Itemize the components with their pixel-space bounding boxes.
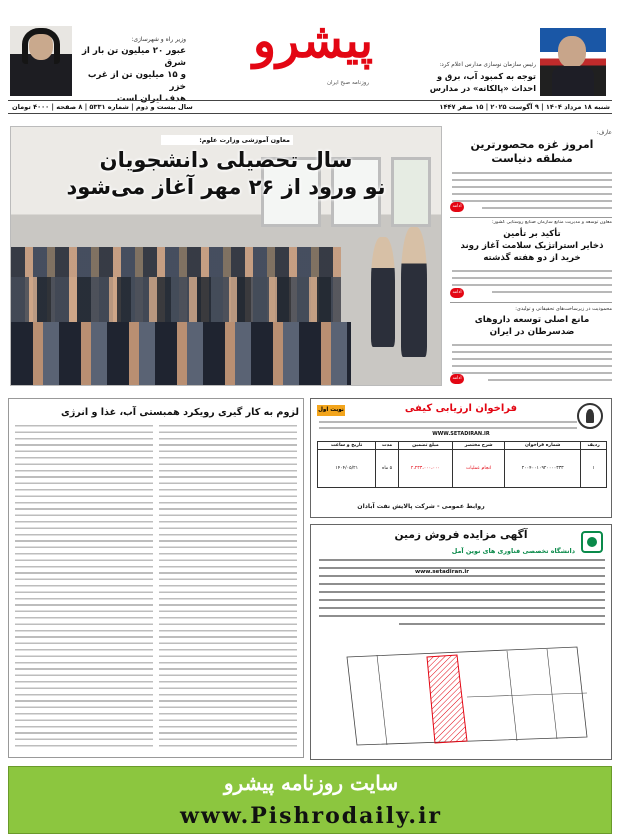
main-story-kicker: معاون آموزشی وزارت علوم: xyxy=(161,135,293,145)
tender-ad-website[interactable]: WWW.SETADIRAN.IR xyxy=(432,431,490,437)
university-logo xyxy=(581,531,603,553)
tender-header-guarantee: مبلغ تضمین xyxy=(398,442,452,450)
sidebar-item-3-kicker: محمودیت در زیرساخت‌های تحقیقاتی و تولیدی: xyxy=(515,306,612,312)
top-left-headline-line-2: و ۱۵ میلیون تن از غرب خزر xyxy=(87,70,186,92)
tender-ad-company: روابط عمومی - شرکت پالایش نفت آبادان xyxy=(357,503,485,510)
tender-header-row: ردیف xyxy=(581,442,607,450)
masthead xyxy=(0,0,620,104)
land-ad-org: دانشگاه تخصصی فناوری های نوین آمل xyxy=(451,547,575,555)
sidebar-divider-1 xyxy=(450,217,612,218)
sidebar-item-2-body xyxy=(452,268,612,298)
tender-ad-badge: نوبت اول xyxy=(317,405,345,416)
sidebar-item-3-title-line-1: مانع اصلی توسعه داروهای xyxy=(474,315,590,325)
sidebar-item-3-title xyxy=(452,314,612,338)
sidebar-item-1-continue[interactable]: ادامه xyxy=(450,202,464,212)
sidebar-item-1-title-line-1: امروز غزه محصورترین xyxy=(470,138,594,151)
footer-banner[interactable] xyxy=(8,766,612,834)
oil-company-logo xyxy=(577,403,603,429)
main-story-headline-line-1: سال تحصیلی دانشجویان xyxy=(99,148,353,172)
footer-banner-line-2[interactable]: www.Pishrodaily.ir xyxy=(179,803,443,829)
tender-cell-duration: ۵ ماه xyxy=(376,450,398,488)
tender-header-date: تاریخ و ساعت xyxy=(318,442,376,450)
top-left-headline-line-3: هدف ایران است xyxy=(116,94,186,104)
tender-header-duration: مدت xyxy=(376,442,398,450)
tender-header-desc: شرح مختصر xyxy=(453,442,505,450)
top-right-kicker: رئیس سازمان نوسازی مدارس اعلام کرد: xyxy=(439,62,536,68)
sidebar-item-2-kicker: معاون توسعه و مدیریت منابع سازمان صنایع روستایی کشور: xyxy=(492,220,612,225)
editorial-col-right xyxy=(159,425,297,751)
main-story-headline xyxy=(11,147,441,201)
editorial-col-left xyxy=(15,425,153,751)
top-right-headline-line-2: احداث «پالکانه» در مدارس xyxy=(429,83,536,93)
land-ad-website[interactable]: www.setadiran.ir xyxy=(407,569,477,575)
table-row xyxy=(318,450,607,488)
sidebar-item-3-body xyxy=(452,342,612,386)
tender-table-header xyxy=(318,442,607,450)
tender-ad xyxy=(310,398,612,518)
top-left-kicker: وزیر راه و شهرسازی: xyxy=(131,36,186,43)
sidebar-item-2-title-line-3: خرید از دو هفته گذشته xyxy=(483,253,581,263)
sidebar-item-3-title-line-2: ضدسرطان در ایران xyxy=(489,327,575,337)
land-ad xyxy=(310,524,612,760)
main-story-headline-line-2: نو ورود از ۲۶ مهر آغاز می‌شود xyxy=(66,175,386,199)
sidebar-item-2-title-line-1: تأکید بر تأمین xyxy=(503,229,561,239)
footer-banner-line-1: سایت روزنامه پیشرو xyxy=(223,771,399,795)
editorial-title: لزوم به کار گیری رویکرد همبستی آب، غذا و انرژی xyxy=(60,407,299,418)
tender-ad-intro xyxy=(319,419,577,437)
editorial xyxy=(8,398,304,758)
tender-cell-row: ۱ xyxy=(581,450,607,488)
tender-cell-guarantee: ۲،۲۳۳،۰۰۰،۰۰۰ xyxy=(398,450,452,488)
newspaper-subtitle: روزنامه صبح ایران xyxy=(326,80,370,86)
top-left-headline xyxy=(76,45,186,105)
tender-cell-desc: انجام عملیات xyxy=(453,450,505,488)
newspaper-logo: پیشرو xyxy=(252,13,374,69)
main-story xyxy=(10,126,442,386)
tender-header-number: شماره فراخوان xyxy=(505,442,581,450)
sidebar-item-1-title xyxy=(452,138,612,166)
issue-line: سال بیست و دوم | شماره ۵۳۳۱ | ۸ صفحه | ۴۰۰۰ تومان xyxy=(12,103,193,111)
top-left-headline-line-1: عبور ۲۰ میلیون تن بار از شرق xyxy=(81,46,186,68)
top-right-headline-line-1: توجه به کمبود آب، برق و xyxy=(436,71,536,81)
tender-ad-title: فراخوان ارزیابی کیفی xyxy=(404,403,518,414)
land-ad-title: آگهی مزایده فروش زمین xyxy=(394,529,528,541)
top-left-photo xyxy=(10,26,72,96)
sidebar-item-1-body xyxy=(452,170,612,214)
sidebar-item-2-title xyxy=(452,228,612,264)
tender-table xyxy=(317,441,607,488)
sidebar-item-2-title-line-2: ذخایر استراتژیک سلامت آغاز روند xyxy=(460,241,604,251)
sidebar-item-1-title-line-2: منطقه دنیاست xyxy=(491,152,573,165)
sidebar-item-3-continue[interactable]: ادامه xyxy=(450,374,464,384)
land-site-plan xyxy=(317,637,607,755)
date-line: شنبه ۱۸ مرداد ۱۴۰۴ | ۹ آگوست ۲۰۲۵ | ۱۵ صفر ۱۴۴۷ xyxy=(439,103,610,111)
sidebar-divider-2 xyxy=(450,302,612,303)
date-bar xyxy=(8,100,612,114)
sidebar xyxy=(450,120,612,390)
sidebar-item-2-continue[interactable]: ادامه xyxy=(450,288,464,298)
tender-cell-date: ۱۴۰۴/۰۵/۲۱ xyxy=(318,450,376,488)
tender-cell-number: ۲۰۰۴۰۰۱۰۹۲۰۰۰۰۳۳۳ xyxy=(505,450,581,488)
sidebar-item-1-kicker: عارف: xyxy=(596,130,612,136)
top-right-photo xyxy=(540,28,606,96)
top-right-headline xyxy=(426,70,536,94)
